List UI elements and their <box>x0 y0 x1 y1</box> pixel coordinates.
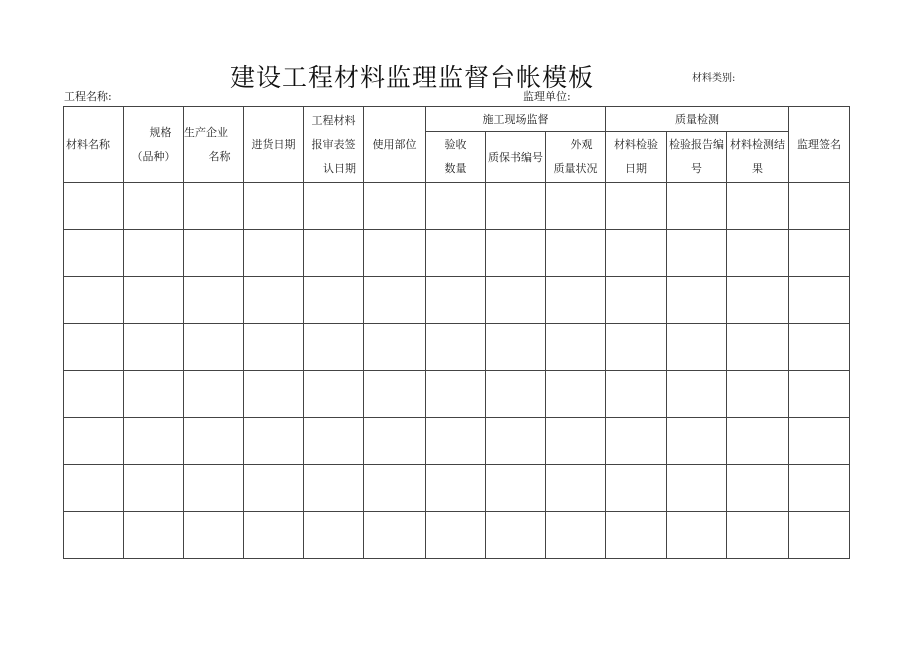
ledger-body <box>64 183 850 559</box>
table-cell <box>606 230 667 277</box>
table-cell <box>486 512 546 559</box>
table-cell <box>606 418 667 465</box>
table-cell <box>727 465 789 512</box>
header-row-1 <box>64 107 850 132</box>
table-cell <box>546 371 606 418</box>
table-cell <box>184 418 244 465</box>
table-cell <box>667 418 727 465</box>
table-cell <box>244 512 304 559</box>
table-cell <box>667 465 727 512</box>
header-spec: 规格 （品种） <box>124 107 184 183</box>
table-cell <box>64 371 124 418</box>
table-row <box>64 512 850 559</box>
table-cell <box>486 324 546 371</box>
table-cell <box>304 230 364 277</box>
table-cell <box>667 277 727 324</box>
table-cell <box>64 230 124 277</box>
table-cell <box>184 277 244 324</box>
table-cell <box>64 183 124 230</box>
table-cell <box>124 324 184 371</box>
table-cell <box>244 418 304 465</box>
document-title: 建设工程材料监理监督台帐模板 <box>230 63 595 92</box>
table-cell <box>667 183 727 230</box>
table-cell <box>426 512 486 559</box>
table-cell <box>426 418 486 465</box>
header-acceptance-quantity: 验收 数量 <box>426 132 486 183</box>
table-cell <box>789 277 850 324</box>
header-material-name: 材料名称 <box>64 107 124 183</box>
table-cell <box>606 371 667 418</box>
supervision-unit-label: 监理单位: <box>523 90 571 103</box>
table-cell <box>184 183 244 230</box>
table-cell <box>486 277 546 324</box>
table-cell <box>667 230 727 277</box>
table-cell <box>304 324 364 371</box>
table-cell <box>304 183 364 230</box>
table-cell <box>546 230 606 277</box>
table-row <box>64 324 850 371</box>
header-supervisor-signature: 监理签名 <box>789 107 850 183</box>
table-cell <box>244 465 304 512</box>
table-cell <box>486 183 546 230</box>
table-cell <box>184 230 244 277</box>
table-cell <box>244 371 304 418</box>
table-cell <box>184 371 244 418</box>
table-cell <box>364 512 426 559</box>
table-cell <box>486 230 546 277</box>
table-cell <box>426 277 486 324</box>
table-cell <box>244 230 304 277</box>
table-cell <box>486 418 546 465</box>
table-cell <box>727 418 789 465</box>
table-cell <box>546 324 606 371</box>
table-cell <box>304 512 364 559</box>
table-cell <box>727 371 789 418</box>
table-cell <box>364 230 426 277</box>
table-cell <box>124 371 184 418</box>
table-cell <box>546 512 606 559</box>
header-test-date: 材料检验 日期 <box>606 132 667 183</box>
table-cell <box>124 512 184 559</box>
table-cell <box>789 418 850 465</box>
table-cell <box>64 277 124 324</box>
table-cell <box>546 418 606 465</box>
table-cell <box>727 512 789 559</box>
header-delivery-date: 进货日期 <box>244 107 304 183</box>
table-cell <box>124 465 184 512</box>
table-cell <box>244 324 304 371</box>
table-row <box>64 183 850 230</box>
table-cell <box>364 277 426 324</box>
table-cell <box>364 418 426 465</box>
table-cell <box>304 418 364 465</box>
header-review-date: 工程材料 报审表签 认日期 <box>304 107 364 183</box>
table-row <box>64 418 850 465</box>
table-cell <box>546 465 606 512</box>
table-cell <box>426 371 486 418</box>
table-row <box>64 371 850 418</box>
header-appearance-quality: 外观 质量状况 <box>546 132 606 183</box>
table-cell <box>667 371 727 418</box>
header-test-result: 材料检测结 果 <box>727 132 789 183</box>
table-row <box>64 277 850 324</box>
table-row <box>64 230 850 277</box>
table-cell <box>124 277 184 324</box>
table-cell <box>364 465 426 512</box>
table-cell <box>124 418 184 465</box>
header-group-quality-testing: 质量检测 <box>606 107 789 132</box>
table-cell <box>244 183 304 230</box>
table-cell <box>426 183 486 230</box>
table-cell <box>667 512 727 559</box>
table-row <box>64 465 850 512</box>
header-manufacturer: 生产企业 名称 <box>184 107 244 183</box>
table-cell <box>124 183 184 230</box>
material-category-label: 材料类别: <box>692 73 736 84</box>
table-cell <box>426 465 486 512</box>
table-cell <box>64 324 124 371</box>
table-cell <box>727 183 789 230</box>
table-cell <box>606 512 667 559</box>
table-cell <box>64 465 124 512</box>
table-cell <box>364 183 426 230</box>
header-report-number: 检验报告编 号 <box>667 132 727 183</box>
table-cell <box>727 324 789 371</box>
table-cell <box>486 465 546 512</box>
table-cell <box>364 371 426 418</box>
table-cell <box>304 465 364 512</box>
table-cell <box>64 418 124 465</box>
table-cell <box>789 230 850 277</box>
table-cell <box>546 277 606 324</box>
table-cell <box>727 230 789 277</box>
header-usage-location: 使用部位 <box>364 107 426 183</box>
table-cell <box>789 512 850 559</box>
table-cell <box>304 371 364 418</box>
ledger-table <box>63 106 850 559</box>
table-cell <box>546 183 606 230</box>
table-cell <box>426 230 486 277</box>
project-name-label: 工程名称: <box>64 90 112 103</box>
table-cell <box>124 230 184 277</box>
table-cell <box>606 183 667 230</box>
header-certificate-number: 质保书编号 <box>486 132 546 183</box>
table-cell <box>184 465 244 512</box>
table-cell <box>184 324 244 371</box>
table-cell <box>789 465 850 512</box>
header-group-site-supervision: 施工现场监督 <box>426 107 606 132</box>
table-cell <box>606 465 667 512</box>
table-cell <box>667 324 727 371</box>
table-cell <box>727 277 789 324</box>
table-cell <box>244 277 304 324</box>
table-cell <box>426 324 486 371</box>
table-cell <box>606 324 667 371</box>
table-cell <box>486 371 546 418</box>
table-cell <box>304 277 364 324</box>
table-cell <box>789 324 850 371</box>
table-cell <box>184 512 244 559</box>
table-cell <box>789 371 850 418</box>
table-cell <box>64 512 124 559</box>
table-cell <box>789 183 850 230</box>
table-cell <box>364 324 426 371</box>
table-cell <box>606 277 667 324</box>
